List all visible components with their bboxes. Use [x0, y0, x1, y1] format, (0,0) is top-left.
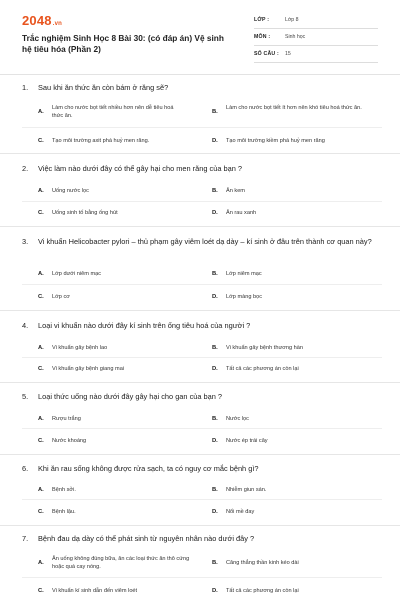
question-number: 4.	[22, 321, 29, 330]
option-letter: C.	[38, 588, 44, 594]
option-text: Vi khuẩn kí sinh dẫn đến viêm loét	[52, 588, 138, 594]
option-divider	[22, 284, 382, 285]
option-letter: C.	[38, 438, 44, 444]
meta-label: LỚP :	[254, 17, 270, 23]
question-text: Loại thức uống nào dưới đây gây hại cho gan của bạn ?	[38, 392, 223, 401]
option-letter: A.	[38, 109, 44, 115]
option-text: Vi khuẩn gây bệnh thương hàn	[226, 345, 303, 351]
option-text: Bệnh lậu.	[52, 509, 76, 515]
meta-label: SỐ CÂU :	[254, 51, 279, 57]
question-number: 3.	[22, 237, 29, 246]
option-divider	[22, 499, 382, 500]
option-text: Lớp cơ	[52, 294, 70, 300]
option-text: Căng thẳng thần kinh kéo dài	[226, 560, 299, 566]
option-text: Nước khoáng	[52, 438, 87, 444]
question-divider	[0, 454, 400, 455]
option-text: Làm cho nước bọt tiết nhiều hơn nên dễ tiêu hoá thức ăn.	[52, 105, 174, 119]
option-letter: B.	[212, 188, 218, 194]
option-letter: A.	[38, 271, 44, 277]
option-letter: A.	[38, 345, 44, 351]
meta-value: Sinh học	[285, 34, 306, 40]
option-divider	[22, 127, 382, 128]
question-text: Khi ăn rau sống không được rửa sạch, ta có nguy cơ mắc bệnh gì?	[38, 464, 259, 473]
question-number: 2.	[22, 164, 29, 173]
option-letter: D.	[212, 210, 218, 216]
meta-row-count	[254, 46, 378, 63]
question-divider	[0, 525, 400, 526]
question-text: Việc làm nào dưới đây có thể gây hại cho men răng của bạn ?	[38, 164, 242, 173]
question-number: 7.	[22, 534, 29, 543]
header-divider	[0, 74, 400, 75]
option-text: Rượu trắng	[52, 416, 81, 422]
option-letter: D.	[212, 138, 218, 144]
meta-value: Lớp 8	[285, 17, 299, 23]
option-divider	[22, 357, 382, 358]
option-text: Bệnh sởi.	[52, 487, 76, 493]
option-text: Lớp niêm mạc	[226, 271, 262, 277]
option-text: Vi khuẩn gây bệnh lao	[52, 345, 108, 351]
option-letter: C.	[38, 210, 44, 216]
option-letter: B.	[212, 416, 218, 422]
option-letter: C.	[38, 366, 44, 372]
option-text: Nhiễm giun sán.	[226, 487, 267, 493]
question-divider	[0, 382, 400, 383]
meta-row-class	[254, 12, 378, 29]
option-text: Nước lọc	[226, 416, 249, 422]
option-letter: D.	[212, 509, 218, 515]
question-divider	[0, 226, 400, 227]
document-title: Trắc nghiệm Sinh Học 8 Bài 30: (có đáp án) Vệ sinh hệ tiêu hóa (Phần 2)	[22, 33, 224, 54]
site-logo[interactable]	[22, 13, 62, 28]
option-text: Uống nước lọc	[52, 188, 89, 194]
option-letter: C.	[38, 138, 44, 144]
option-text: Tất cả các phương án còn lại	[226, 366, 299, 372]
option-letter: D.	[212, 366, 218, 372]
option-letter: A.	[38, 188, 44, 194]
question-divider	[0, 310, 400, 311]
page-header	[0, 0, 400, 74]
option-letter: B.	[212, 560, 218, 566]
option-letter: C.	[38, 294, 44, 300]
option-letter: B.	[212, 271, 218, 277]
option-letter: B.	[212, 345, 218, 351]
option-text: Lớp dưới niêm mạc	[52, 271, 102, 277]
option-text: Tất cả các phương án còn lại	[226, 588, 299, 594]
option-text: Tạo môi trường kiềm phá huỷ men răng	[226, 138, 325, 144]
option-letter: A.	[38, 416, 44, 422]
option-letter: A.	[38, 560, 44, 566]
option-divider	[22, 428, 382, 429]
meta-label: MÔN :	[254, 34, 271, 40]
option-text: Vi khuẩn gây bệnh giang mai	[52, 366, 125, 372]
option-text: Làm cho nước bọt tiết ít hơn nên khó tiêu hoá thức ăn.	[226, 105, 362, 111]
question-text: Bệnh đau dạ dày có thể phát sinh từ nguyên nhân nào dưới đây ?	[38, 534, 255, 543]
question-number: 5.	[22, 392, 29, 401]
meta-row-subject	[254, 29, 378, 46]
question-number: 1.	[22, 83, 29, 92]
option-letter: B.	[212, 487, 218, 493]
question-divider	[0, 153, 400, 154]
question-number: 6.	[22, 464, 29, 473]
option-letter: D.	[212, 294, 218, 300]
option-text: Ăn rau xanh	[226, 210, 257, 216]
option-text: Nước ép trái cây	[226, 438, 268, 444]
option-divider	[22, 201, 382, 202]
option-text: Uống sinh tố bằng ống hút	[52, 210, 118, 216]
question-text: Sau khi ăn thức ăn còn bám ở răng sẽ?	[38, 83, 169, 92]
question-text: Loại vi khuẩn nào dưới đây kí sinh trên ống tiêu hoá của người ?	[38, 321, 251, 330]
option-text: Tạo môi trường axit phá huỷ men răng.	[52, 138, 150, 144]
option-letter: D.	[212, 588, 218, 594]
option-text: Ăn uống không đúng bữa, ăn các loại thức ăn thô cứng hoặc quá cay nóng.	[52, 556, 190, 570]
option-divider	[22, 577, 382, 578]
document-meta	[254, 12, 378, 63]
option-text: Nổi mề đay	[226, 509, 255, 515]
option-letter: A.	[38, 487, 44, 493]
option-text: Ăn kem	[226, 188, 245, 194]
question-text: Vi khuẩn Helicobacter pylori – thủ phạm gây viêm loét dạ dày – kí sinh ở đâu trên thành cơ quan này?	[38, 237, 372, 246]
meta-value: 15	[285, 51, 291, 57]
logo-main: 2048	[22, 13, 52, 28]
option-text: Lớp màng bọc	[226, 294, 263, 300]
logo-suffix: .vn	[52, 21, 63, 27]
option-letter: B.	[212, 109, 218, 115]
option-letter: D.	[212, 438, 218, 444]
option-letter: C.	[38, 509, 44, 515]
